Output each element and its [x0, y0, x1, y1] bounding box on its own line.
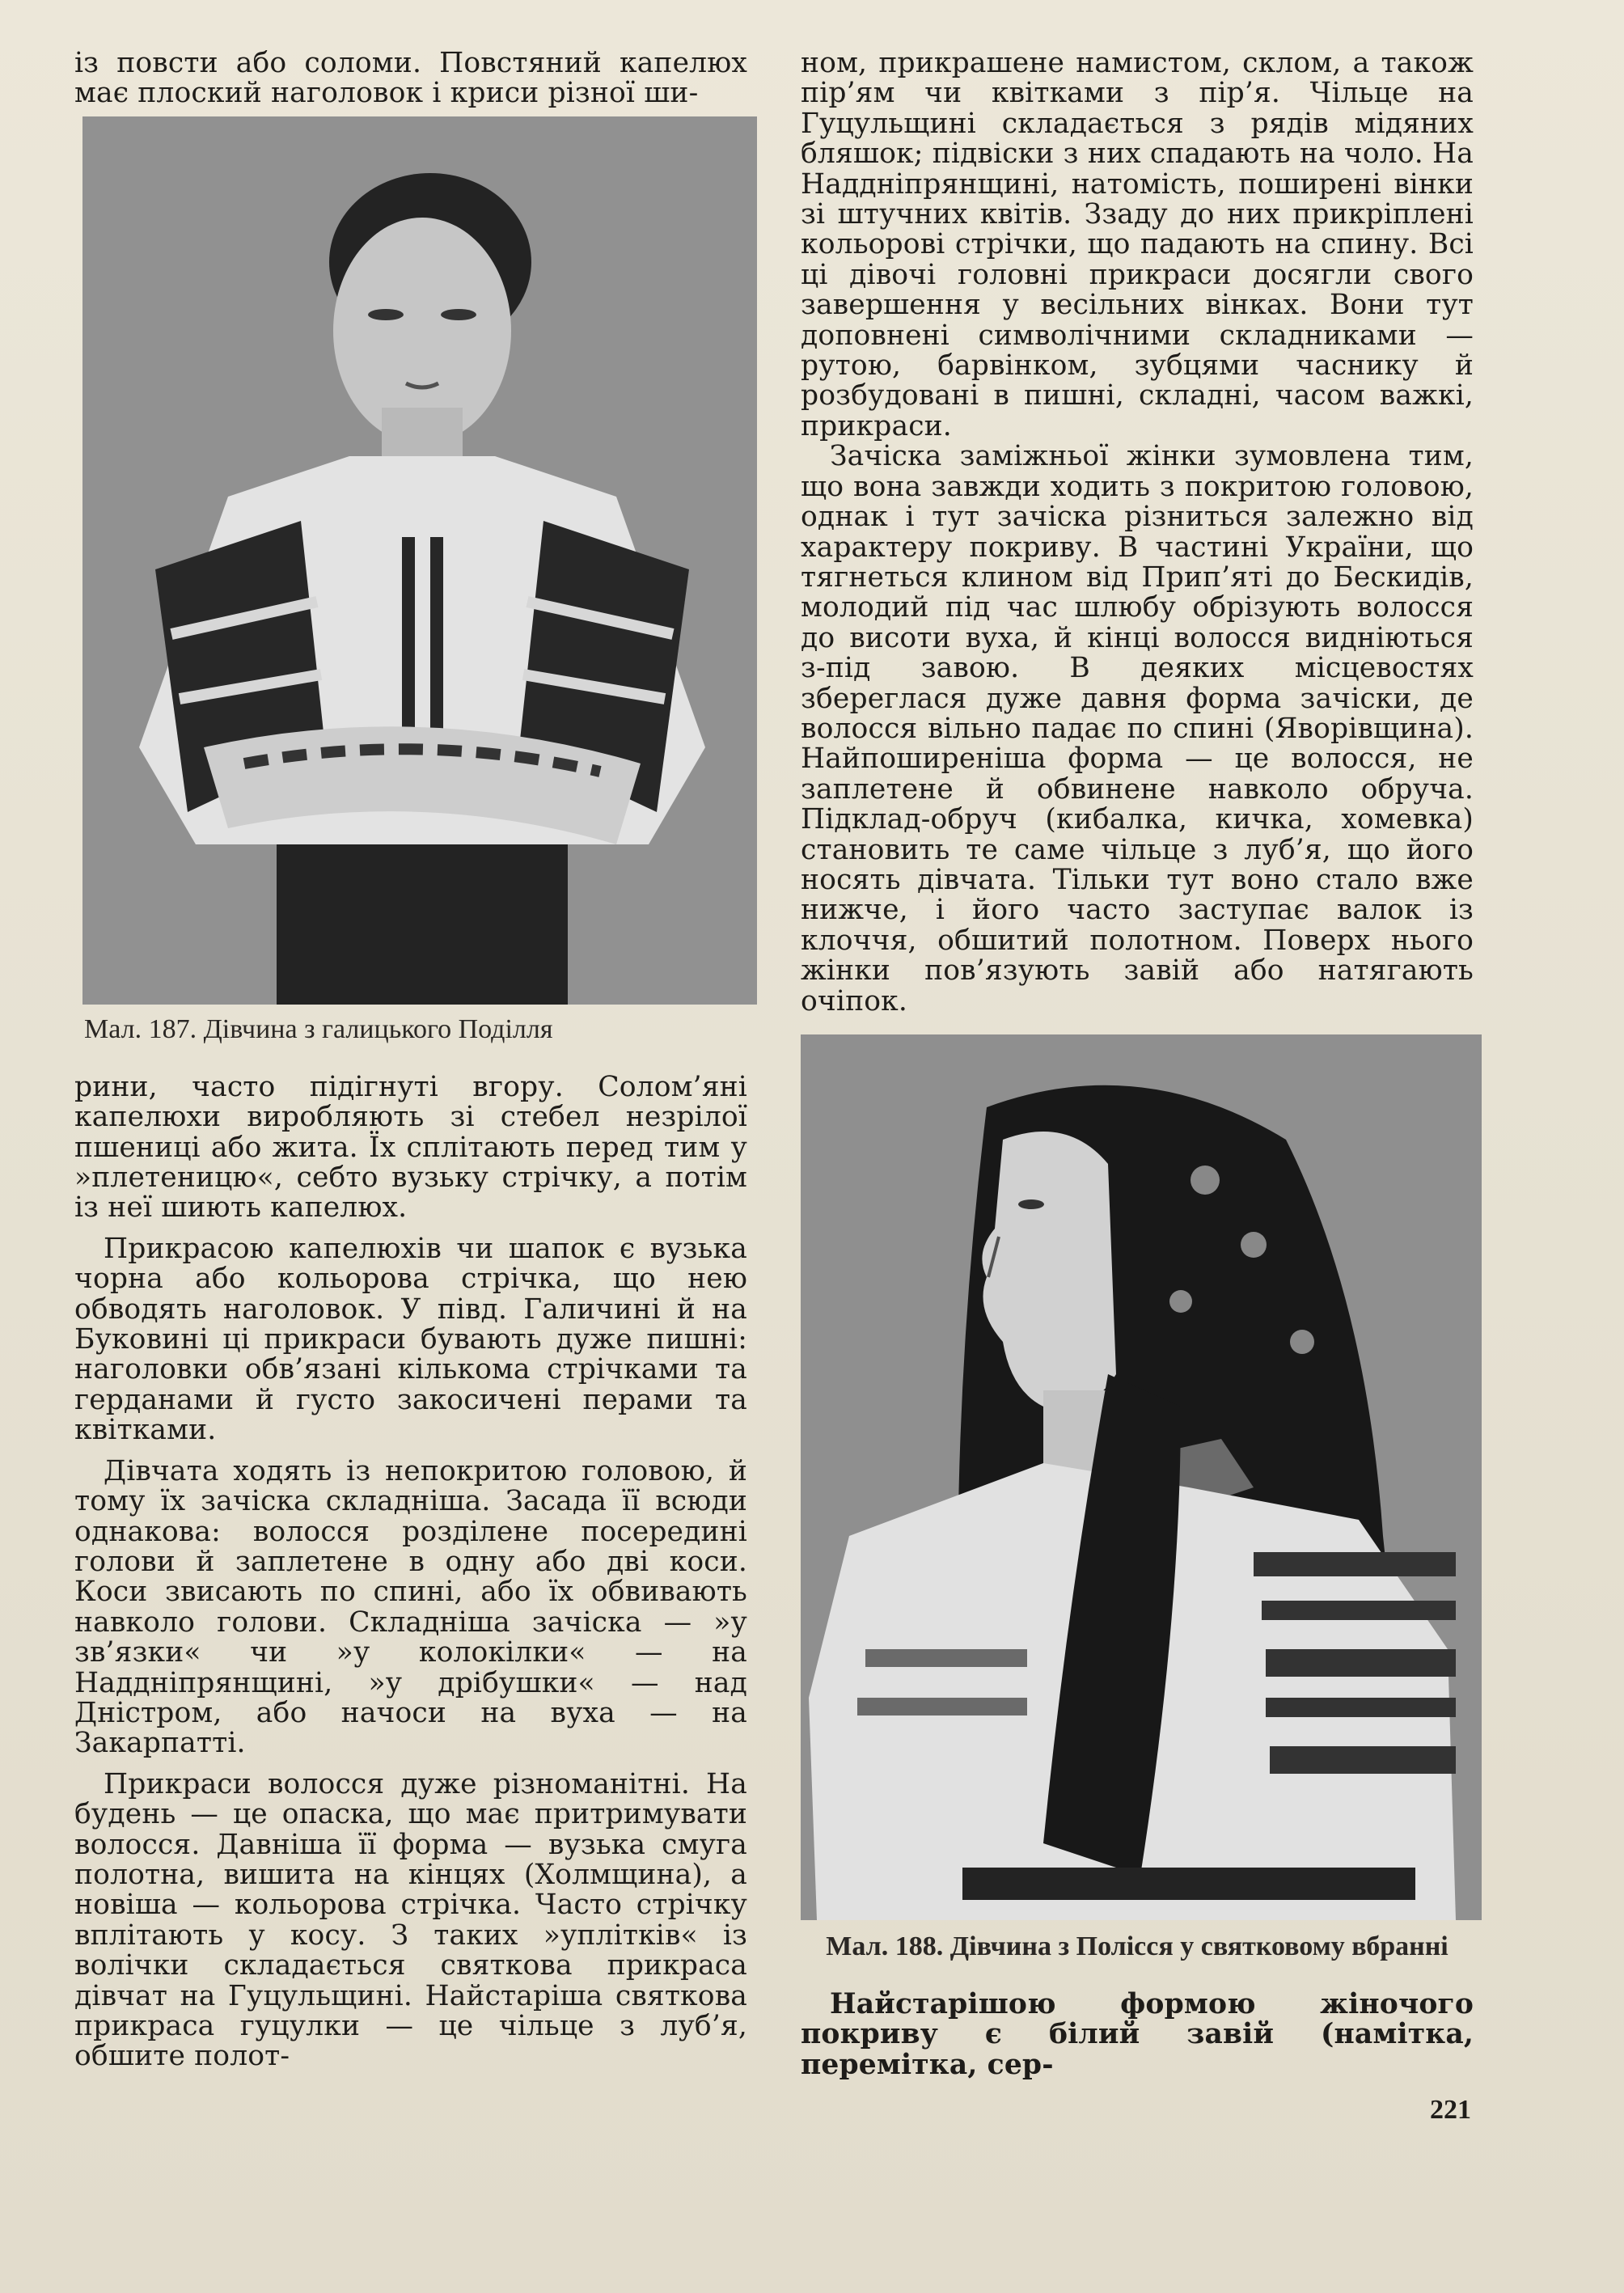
figure-188-photo [801, 1034, 1482, 1920]
left-paragraph-3: Дівчата ходять із непокритою головою, й тому їх зачіска складніша. Засада її всюди однакова: волосся розділене посередині голови й заплетене в одну або дві коси. Коси звисають по спині, або їх обвивають навколо голови. Складніша зачіска — »у зв’язки« чи »у колокілки« — на Наддніпрянщині, »у дрібушки« — над Дністром, або начоси на вуха — на Закарпатті. [74, 1454, 747, 1760]
figure-188-caption: Мал. 188. Дівчина з Полісся у святковому вбранні [826, 1931, 1448, 1961]
right-paragraph-1: ном, прикрашене намистом, склом, а також пір’ям чи квітками з пір’я. Чільце на Гуцульщині складається з рядів мідяних бляшок; підвіски з них спадають на чоло. На Наддніпрянщині, натомість, поширені вінки зі штучних квітів. Ззаду до них прикріплені кольорові стрічки, що падають на спину. Всі ці дівочі головні прикраси досягли свого завершення у весільних вінках. Вони тут доповнені символічними складниками — рутою, барвінком, зубцями часнику й розбудовані в пишні, складні, часом важкі, прикраси. [801, 47, 1474, 442]
left-paragraph-1-rest: рини, часто підігнуті вгору. Солом’яні капелюхи виробляють зі стебел незрілої пшениці або жита. Їх сплітають перед тим у »плетеницю«, себто вузьку стрічку, а потім із неї шиють капелюх. [74, 1070, 747, 1225]
left-column [74, 49, 747, 2072]
figure-187-illustration [82, 116, 757, 1005]
figure-187-caption: Мал. 187. Дівчина з галицького Поділля [84, 1013, 553, 1044]
right-paragraph-3: Найстарішою формою жіночого покриву є білий завій (намітка, перемітка, сер- [801, 1988, 1474, 2081]
right-column [801, 49, 1474, 2080]
right-paragraph-2: Зачіска заміжньої жінки зумовлена тим, що вона завжди ходить з покритою головою, однак і тут зачіска різниться залежно від характеру покриву. В частині України, що тягнеться клином від Прип’яті до Бескидів, молодий під час шлюбу обрізують волосся до висоти вуха, й кінці волосся видніються з-під завою. В деяких місцевостях збереглася дуже давня форма зачіски, де волосся вільно падає по спині (Яворівщина). Найпоширеніша форма — це волосся, не заплетене й обвинене навколо обруча. Підклад-обруч (кибалка, кичка, хомевка) становить те саме чільце з луб’я, що його носять дівчата. Тільки тут воно стало вже нижче, і його часто заступає валок із клоччя, обшитий полотном. Поверх нього жінки пов’язують завій або натягають очіпок. [801, 440, 1474, 1017]
figure-187-photo [82, 116, 757, 1005]
figure-188-illustration [801, 1034, 1482, 1920]
page-number: 221 [1430, 2095, 1471, 2125]
left-paragraph-4: Прикраси волосся дуже різноманітні. На будень — це опаска, що має притримувати волосся. Давніша її форма — вузька смуга полотна, вишита на кінцях (Холмщина), а новіша — кольорова стрічка. Часто стрічку вплітають у косу. З таких »уплітків« із волічки складається святкова прикраса дівчат на Гуцульщині. Найстаріша святкова прикраса гуцулки — це чільце з луб’я, обшите полот- [74, 1767, 747, 2073]
left-paragraph-2: Прикрасою капелюхів чи шапок є вузька чорна або кольорова стрічка, що нею обводять наголовок. У півд. Галичині й на Буковині ці прикраси бувають дуже пишні: наголовки обв’язані кількома стрічками та герданами й густо закосичені перами та квітками. [74, 1232, 747, 1447]
left-paragraph-1-lead: із повсти або соломи. Повстяний капелюх має плоский наголовок і криси різної ши- [74, 47, 747, 110]
